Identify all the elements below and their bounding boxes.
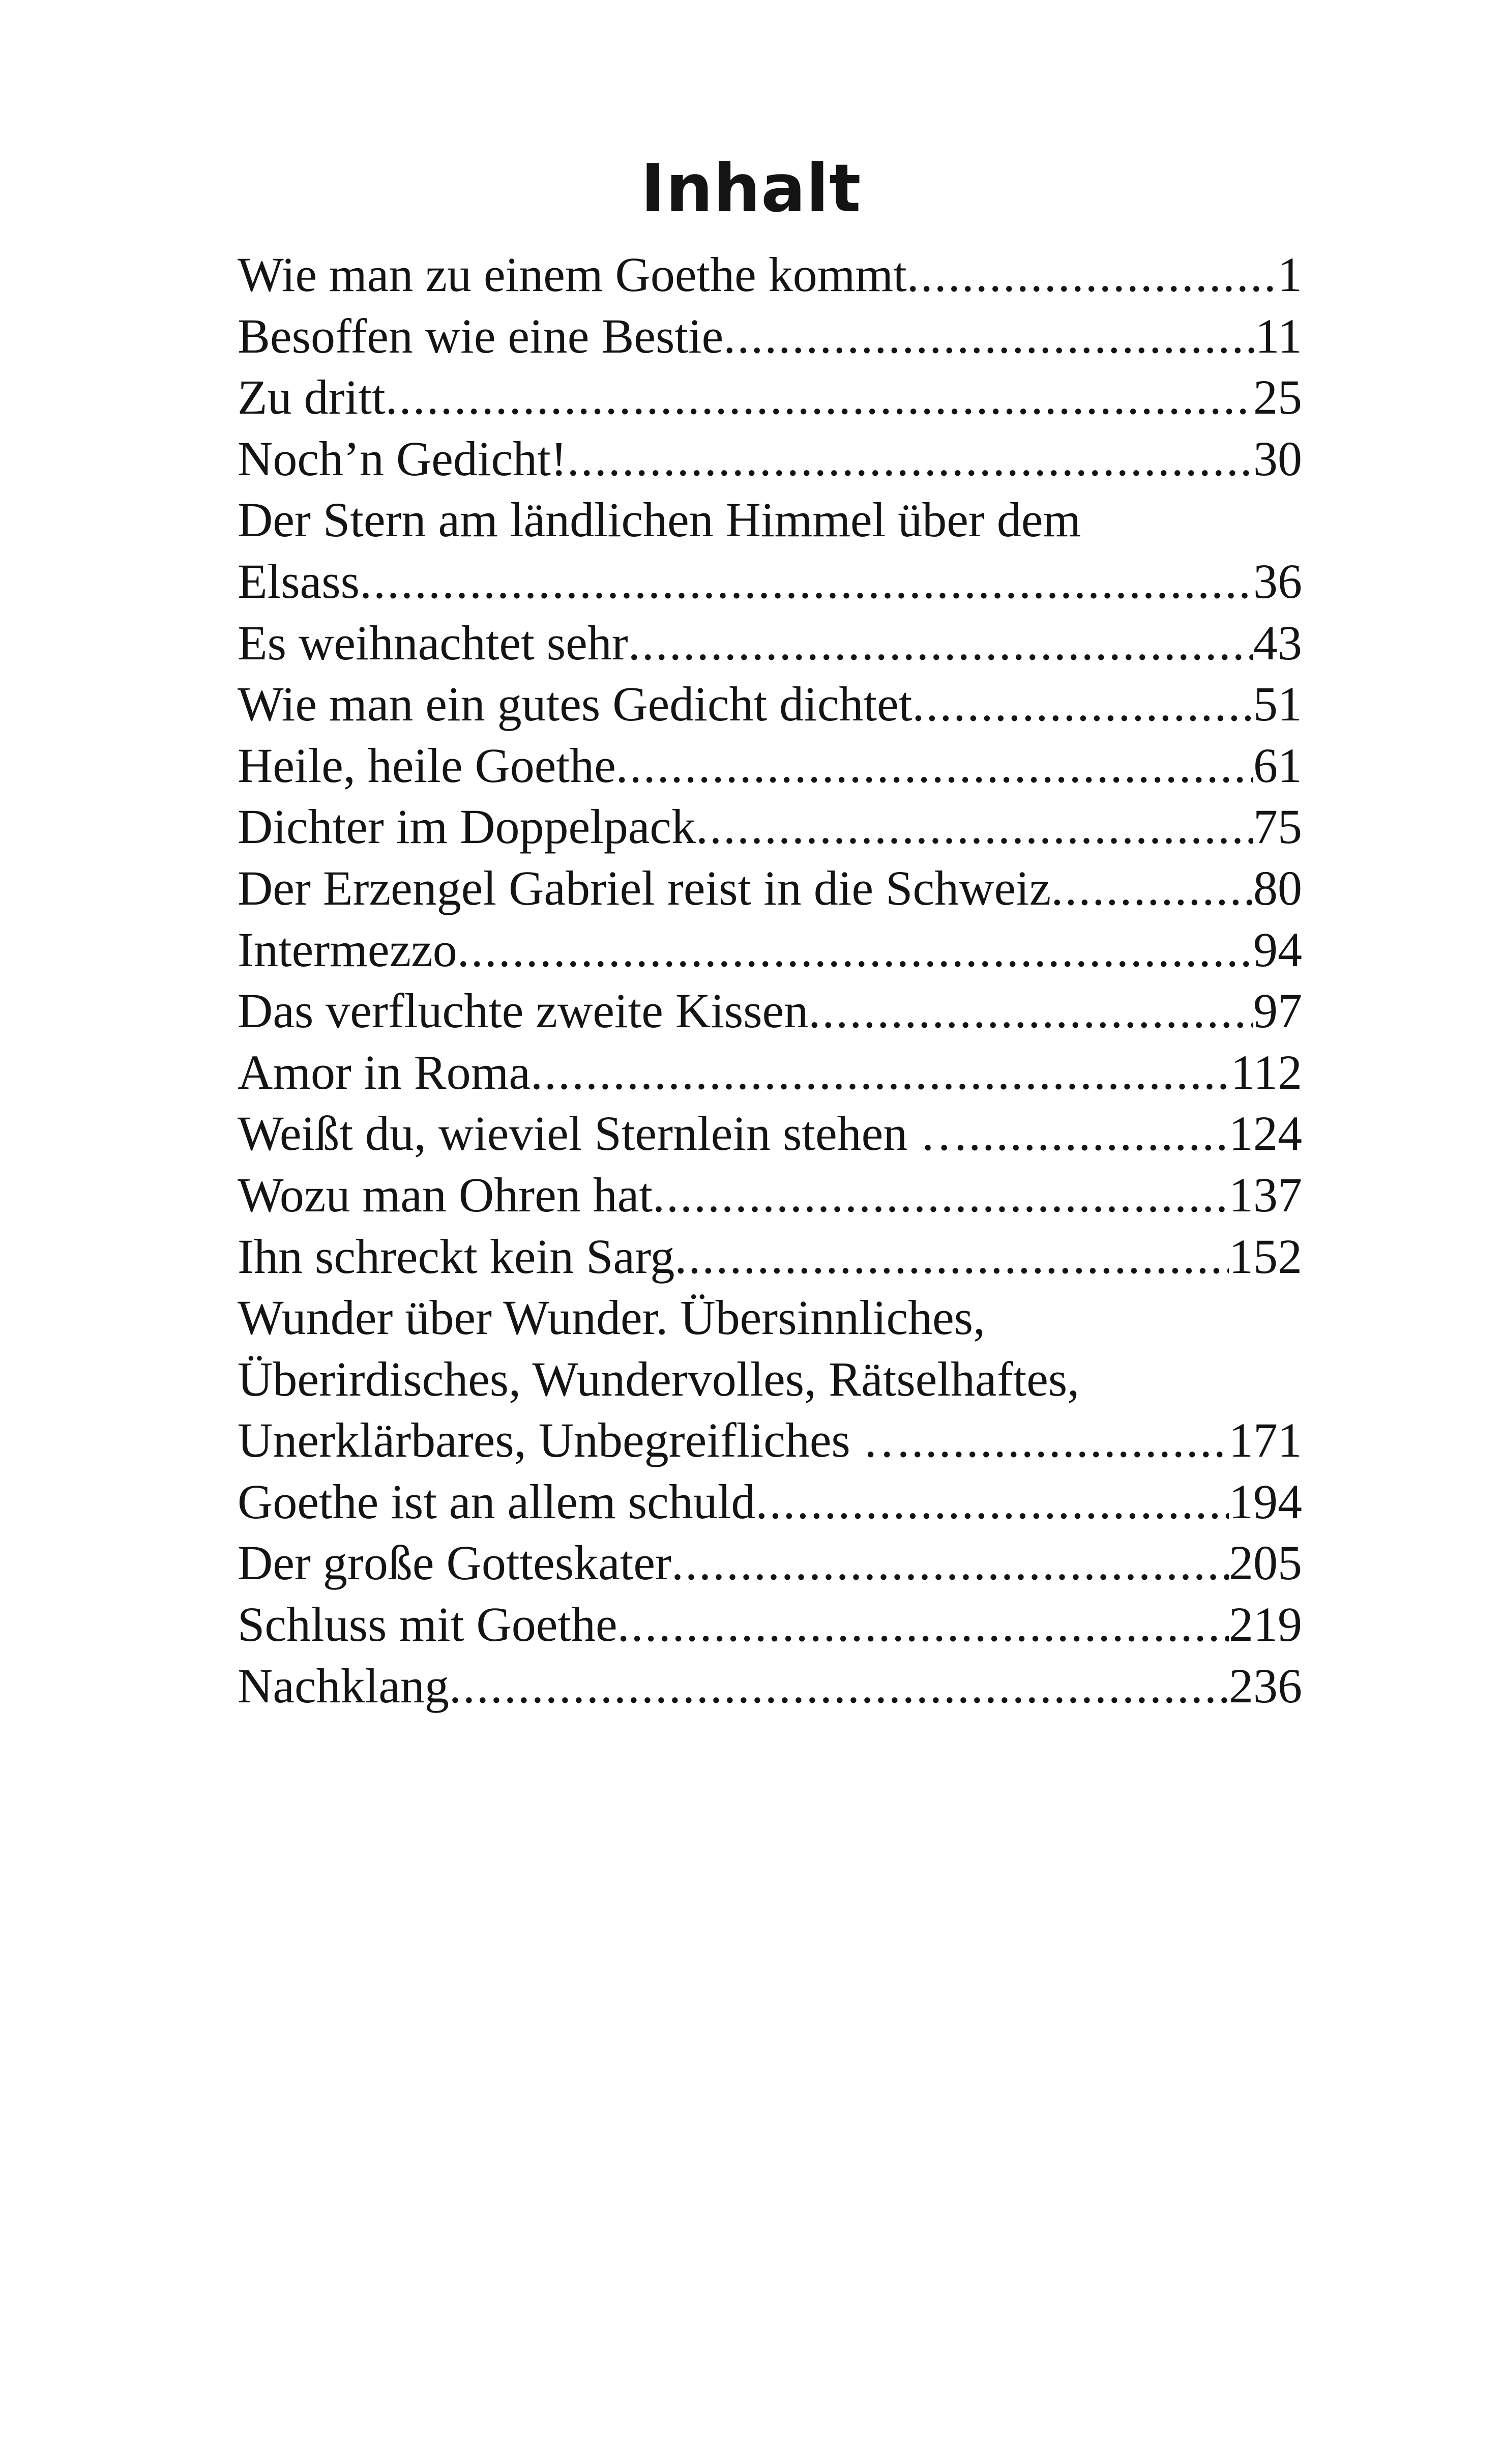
dot-leader <box>386 367 1253 428</box>
toc-entry-title-line: Überirdisches, Wundervolles, Rätselhaftes, <box>238 1351 1080 1406</box>
toc-entry <box>238 674 1302 735</box>
dot-leader <box>968 1103 1229 1165</box>
toc-entry <box>238 1594 1302 1656</box>
toc-entry-page-number: 112 <box>1230 1045 1302 1099</box>
toc-entry-page-number: 25 <box>1253 370 1302 425</box>
toc-entry-title-line: Noch’n Gedicht! <box>238 431 567 486</box>
dot-leader <box>755 1471 1229 1533</box>
toc-entry-title-line: Ihn schreckt kein Sarg <box>238 1229 675 1284</box>
toc-entry-row <box>238 674 1302 735</box>
page-title: Inhalt <box>640 150 862 227</box>
toc-entry-page-number: 1 <box>1278 247 1302 302</box>
toc-entry-row <box>238 1103 1302 1165</box>
dot-leader <box>360 551 1253 613</box>
dot-leader <box>628 613 1253 674</box>
dot-leader <box>907 244 1278 306</box>
dot-leader <box>449 1656 1229 1717</box>
toc-entry-page-number: 219 <box>1229 1597 1302 1652</box>
dot-leader <box>531 1042 1231 1104</box>
toc-entry <box>238 428 1302 490</box>
toc-entry-page-number: 236 <box>1229 1658 1302 1713</box>
dot-leader <box>674 1226 1229 1288</box>
toc-entry-page-number: 30 <box>1253 431 1302 486</box>
toc-entry-title-line: Es weihnachtet sehr <box>238 615 628 670</box>
toc-entry <box>238 1226 1302 1288</box>
toc-entry <box>238 489 1302 612</box>
toc-entry-page-number: 194 <box>1229 1474 1302 1529</box>
toc-entry-title-line: Besoffen wie eine Bestie <box>238 308 724 363</box>
toc-entry-row <box>238 919 1302 981</box>
toc-entry-title-line: Wie man ein gutes Gedicht dichtet <box>238 677 912 732</box>
toc-entry-page-number: 36 <box>1253 554 1302 608</box>
toc-entry-row <box>238 551 1302 613</box>
toc-entry <box>238 306 1302 367</box>
toc-entry-page-number: 97 <box>1253 983 1302 1038</box>
toc-entry-title-line: Weißt du, wieviel Sternlein stehen … <box>238 1106 969 1161</box>
toc-entry-title-line: Wunder über Wunder. Übersinnliches, <box>238 1290 986 1345</box>
toc-entry-row <box>238 858 1302 919</box>
toc-entry-row <box>238 1042 1302 1104</box>
toc-entry <box>238 1165 1302 1226</box>
toc-entry-page-number: 61 <box>1253 738 1302 793</box>
toc-entry-row <box>238 1165 1302 1226</box>
toc-entry-row <box>238 428 1302 490</box>
toc-entry-row <box>238 796 1302 858</box>
toc-entry-row <box>238 244 1302 306</box>
dot-leader <box>671 1532 1229 1594</box>
toc-entry-page-number: 80 <box>1253 860 1302 915</box>
toc-entry <box>238 858 1302 919</box>
toc-entry <box>238 980 1302 1042</box>
toc-entry-row <box>238 367 1302 428</box>
toc-entry-title-line: Amor in Roma <box>238 1045 531 1099</box>
dot-leader <box>912 674 1253 735</box>
toc-entry-title-line: Zu dritt <box>238 370 386 425</box>
toc-entry <box>238 244 1302 306</box>
dot-leader <box>1051 858 1253 919</box>
toc-entry-title-line: Intermezzo <box>238 922 457 977</box>
toc-entry-title-line: Unerklärbares, Unbegreifliches … <box>238 1413 911 1468</box>
dot-leader <box>567 428 1253 490</box>
toc-entry-title-line: Der Erzengel Gabriel reist in die Schweiz <box>238 860 1051 915</box>
toc-entry-row <box>238 1471 1302 1533</box>
toc-entry-title-line: Wie man zu einem Goethe kommt <box>238 247 907 302</box>
toc-entry-page-number: 152 <box>1229 1229 1302 1284</box>
toc-entry-title-line: Heile, heile Goethe <box>238 738 616 793</box>
dot-leader <box>723 306 1255 367</box>
toc-entry-page-number: 124 <box>1229 1106 1302 1161</box>
toc-entry-row <box>238 1594 1302 1656</box>
toc-entry-title-line: Nachklang <box>238 1658 449 1713</box>
dot-leader <box>696 796 1253 858</box>
toc-entry-page-number: 11 <box>1255 308 1302 363</box>
toc-entry-title-line: Elsass <box>238 554 360 608</box>
toc-entry-row <box>238 1532 1302 1594</box>
toc-entry-page-number: 75 <box>1253 799 1302 854</box>
toc-entry-page-number: 94 <box>1253 922 1302 977</box>
table-of-contents <box>238 244 1302 1717</box>
toc-entry-title-line: Schluss mit Goethe <box>238 1597 617 1652</box>
dot-leader <box>911 1410 1229 1471</box>
dot-leader <box>808 980 1253 1042</box>
toc-entry <box>238 1471 1302 1533</box>
toc-entry-page-number: 137 <box>1229 1167 1302 1222</box>
toc-entry-title-line: Wozu man Ohren hat <box>238 1167 653 1222</box>
toc-entry-page-number: 43 <box>1253 615 1302 670</box>
toc-entry-row <box>238 1656 1302 1717</box>
toc-entry <box>238 919 1302 981</box>
toc-entry <box>238 1532 1302 1594</box>
toc-entry-title-line: Der große Gotteskater <box>238 1535 671 1590</box>
toc-entry-title-line: Dichter im Doppelpack <box>238 799 696 854</box>
toc-entry <box>238 1656 1302 1717</box>
toc-entry-row <box>238 735 1302 797</box>
toc-entry <box>238 735 1302 797</box>
toc-entry-row <box>238 1410 1302 1471</box>
toc-entry-page-number: 51 <box>1253 677 1302 732</box>
toc-entry <box>238 1103 1302 1165</box>
toc-entry-row <box>238 306 1302 367</box>
toc-entry-page-number: 171 <box>1229 1413 1302 1468</box>
toc-entry-title-line: Der Stern am ländlichen Himmel über dem <box>238 492 1081 547</box>
dot-leader <box>457 919 1253 981</box>
toc-entry <box>238 1287 1302 1471</box>
toc-entry-page-number: 205 <box>1229 1535 1302 1590</box>
toc-entry-title-line: Goethe ist an allem schuld <box>238 1474 756 1529</box>
dot-leader <box>616 735 1253 797</box>
toc-entry <box>238 796 1302 858</box>
toc-entry-title-line: Das verfluchte zweite Kissen <box>238 983 809 1038</box>
toc-entry <box>238 613 1302 674</box>
dot-leader <box>617 1594 1229 1656</box>
toc-entry-row <box>238 980 1302 1042</box>
toc-entry-row <box>238 613 1302 674</box>
dot-leader <box>653 1165 1229 1226</box>
toc-entry-row <box>238 1226 1302 1288</box>
toc-entry <box>238 367 1302 428</box>
toc-entry <box>238 1042 1302 1104</box>
